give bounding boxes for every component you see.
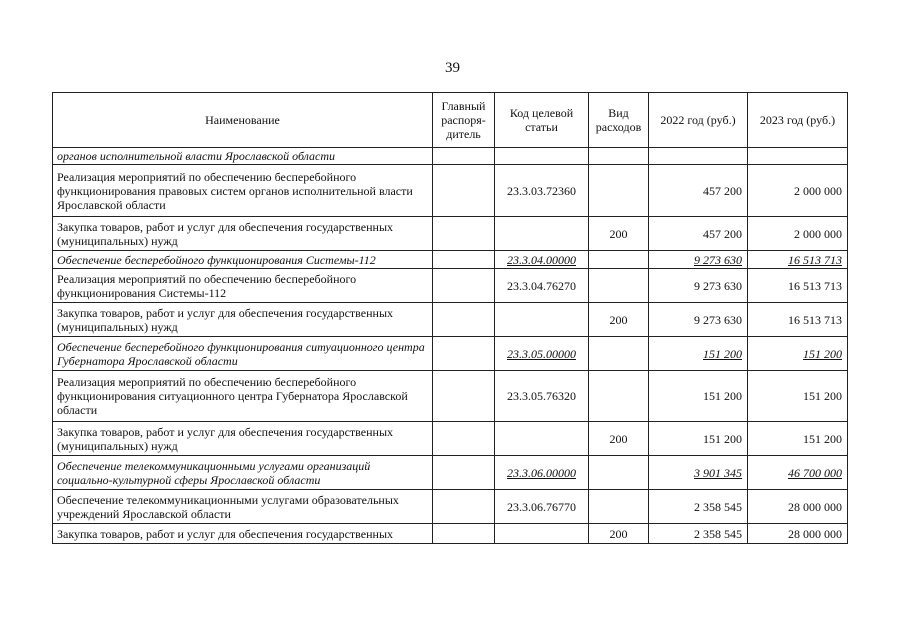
row-expense-type bbox=[589, 165, 649, 217]
row-expense-type bbox=[589, 490, 649, 524]
row-value-2023: 28 000 000 bbox=[748, 524, 848, 544]
row-expense-type bbox=[589, 251, 649, 269]
row-value-2023: 28 000 000 bbox=[748, 490, 848, 524]
row-name: Закупка товаров, работ и услуг для обеспечения государственных (муниципальных) нужд bbox=[53, 217, 433, 251]
table-row bbox=[53, 456, 848, 490]
row-name: Обеспечение бесперебойного функционирования ситуационного центра Губернатора Ярославской области bbox=[53, 337, 433, 371]
table-row bbox=[53, 337, 848, 371]
row-name: Закупка товаров, работ и услуг для обеспечения государственных (муниципальных) нужд bbox=[53, 303, 433, 337]
header-type: Вид расходов bbox=[589, 93, 649, 148]
row-name: Обеспечение телекоммуникационными услугами образовательных учреждений Ярославской области bbox=[53, 490, 433, 524]
row-code bbox=[495, 303, 589, 337]
row-expense-type bbox=[589, 371, 649, 422]
row-chief bbox=[433, 165, 495, 217]
row-expense-type: 200 bbox=[589, 524, 649, 544]
row-chief bbox=[433, 490, 495, 524]
row-value-2023: 151 200 bbox=[748, 337, 848, 371]
row-name: Обеспечение бесперебойного функционирования Системы-112 bbox=[53, 251, 433, 269]
row-chief bbox=[433, 371, 495, 422]
row-name: Реализация мероприятий по обеспечению бесперебойного функционирования ситуационного центра Губернатора Ярославской области bbox=[53, 371, 433, 422]
row-value-2023: 2 000 000 bbox=[748, 165, 848, 217]
header-code: Код целевой статьи bbox=[495, 93, 589, 148]
row-code: 23.3.04.76270 bbox=[495, 269, 589, 303]
row-value-2023: 151 200 bbox=[748, 371, 848, 422]
row-value-2023 bbox=[748, 148, 848, 165]
row-expense-type: 200 bbox=[589, 217, 649, 251]
row-value-2023: 16 513 713 bbox=[748, 303, 848, 337]
row-expense-type: 200 bbox=[589, 422, 649, 456]
row-name: Реализация мероприятий по обеспечению бесперебойного функционирования Системы-112 bbox=[53, 269, 433, 303]
row-value-2022: 9 273 630 bbox=[649, 303, 748, 337]
table-row bbox=[53, 422, 848, 456]
row-chief bbox=[433, 524, 495, 544]
row-chief bbox=[433, 456, 495, 490]
row-chief bbox=[433, 217, 495, 251]
table-row bbox=[53, 165, 848, 217]
table-row bbox=[53, 490, 848, 524]
row-value-2022: 2 358 545 bbox=[649, 524, 748, 544]
row-expense-type: 200 bbox=[589, 303, 649, 337]
row-value-2022: 457 200 bbox=[649, 165, 748, 217]
row-chief bbox=[433, 422, 495, 456]
header-2023: 2023 год (руб.) bbox=[748, 93, 848, 148]
table-row bbox=[53, 371, 848, 422]
table-row bbox=[53, 251, 848, 269]
row-name: Закупка товаров, работ и услуг для обеспечения государственных bbox=[53, 524, 433, 544]
header-2022: 2022 год (руб.) bbox=[649, 93, 748, 148]
table-row bbox=[53, 303, 848, 337]
row-chief bbox=[433, 251, 495, 269]
row-value-2022: 151 200 bbox=[649, 337, 748, 371]
row-value-2022: 457 200 bbox=[649, 217, 748, 251]
row-value-2022: 151 200 bbox=[649, 422, 748, 456]
row-name: Реализация мероприятий по обеспечению бесперебойного функционирования правовых систем органов исполнительной власти Ярославской области bbox=[53, 165, 433, 217]
row-value-2023: 2 000 000 bbox=[748, 217, 848, 251]
row-name: органов исполнительной власти Ярославской области bbox=[53, 148, 433, 165]
row-value-2022: 2 358 545 bbox=[649, 490, 748, 524]
row-code: 23.3.03.72360 bbox=[495, 165, 589, 217]
row-value-2022: 3 901 345 bbox=[649, 456, 748, 490]
table-row bbox=[53, 148, 848, 165]
row-chief bbox=[433, 337, 495, 371]
row-chief bbox=[433, 269, 495, 303]
row-expense-type bbox=[589, 456, 649, 490]
row-code: 23.3.05.76320 bbox=[495, 371, 589, 422]
row-value-2022: 9 273 630 bbox=[649, 269, 748, 303]
row-code bbox=[495, 217, 589, 251]
page-number: 39 bbox=[445, 60, 460, 76]
row-expense-type bbox=[589, 148, 649, 165]
row-value-2022: 151 200 bbox=[649, 371, 748, 422]
row-code: 23.3.04.00000 bbox=[495, 251, 589, 269]
row-value-2023: 16 513 713 bbox=[748, 251, 848, 269]
row-value-2023: 46 700 000 bbox=[748, 456, 848, 490]
table-header-row bbox=[53, 93, 848, 148]
row-code bbox=[495, 422, 589, 456]
row-name: Обеспечение телекоммуникационными услугами организаций социально-культурной сферы Ярославской области bbox=[53, 456, 433, 490]
row-value-2022 bbox=[649, 148, 748, 165]
row-code: 23.3.05.00000 bbox=[495, 337, 589, 371]
header-chief: Главный распоря-дитель bbox=[433, 93, 495, 148]
table-row bbox=[53, 269, 848, 303]
row-value-2023: 16 513 713 bbox=[748, 269, 848, 303]
row-expense-type bbox=[589, 337, 649, 371]
table-row bbox=[53, 217, 848, 251]
header-name: Наименование bbox=[53, 93, 433, 148]
row-code: 23.3.06.00000 bbox=[495, 456, 589, 490]
row-value-2023: 151 200 bbox=[748, 422, 848, 456]
row-code: 23.3.06.76770 bbox=[495, 490, 589, 524]
table-row bbox=[53, 524, 848, 544]
row-name: Закупка товаров, работ и услуг для обеспечения государственных (муниципальных) нужд bbox=[53, 422, 433, 456]
row-code bbox=[495, 148, 589, 165]
budget-table bbox=[52, 92, 848, 544]
row-expense-type bbox=[589, 269, 649, 303]
row-chief bbox=[433, 303, 495, 337]
row-value-2022: 9 273 630 bbox=[649, 251, 748, 269]
row-chief bbox=[433, 148, 495, 165]
row-code bbox=[495, 524, 589, 544]
